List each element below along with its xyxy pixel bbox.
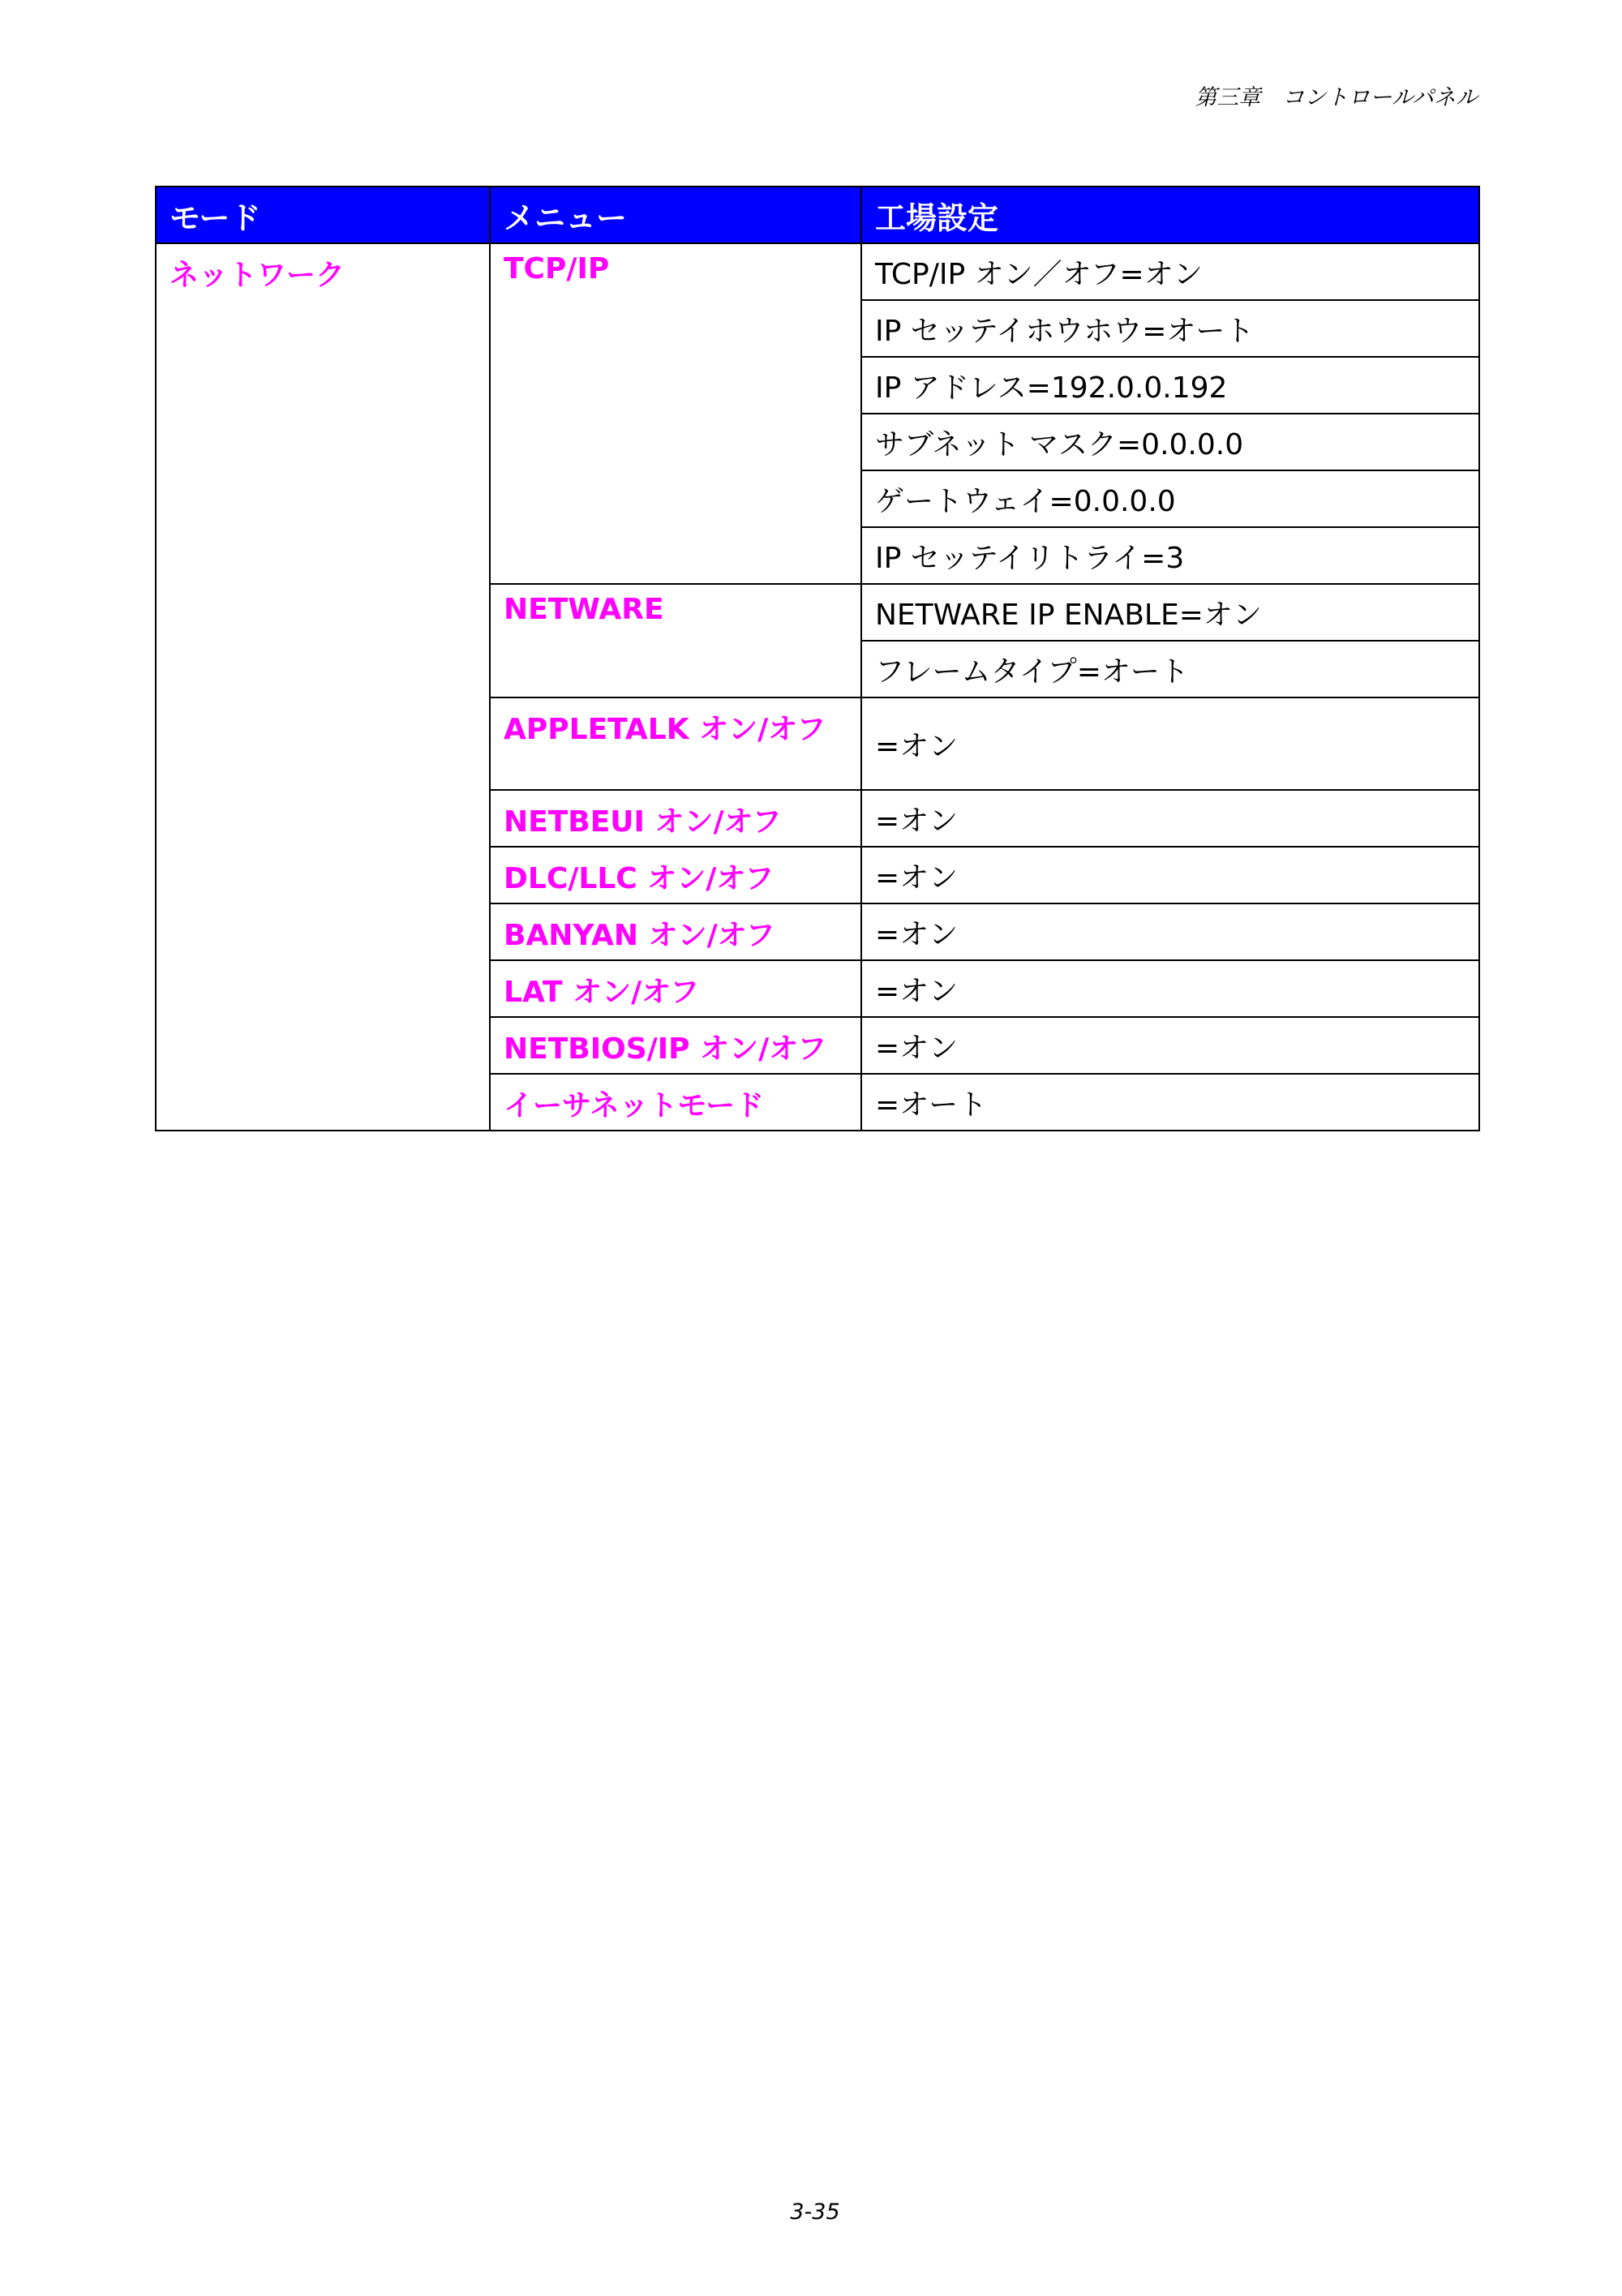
factory-setting-cell: IP アドレス=192.0.0.192 bbox=[861, 357, 1479, 414]
factory-setting-cell: =オン bbox=[861, 697, 1479, 790]
factory-setting-cell: =オン bbox=[861, 790, 1479, 847]
factory-setting-cell: =オン bbox=[861, 903, 1479, 960]
column-header-mode: モード bbox=[156, 187, 490, 243]
table-header-row bbox=[156, 187, 1479, 243]
factory-setting-cell: フレームタイプ=オート bbox=[861, 641, 1479, 697]
menu-cell-netware: NETWARE bbox=[490, 584, 861, 697]
column-header-menu: メニュー bbox=[490, 187, 861, 243]
factory-setting-cell: IP セッテイリトライ=3 bbox=[861, 527, 1479, 584]
factory-setting-cell: ゲートウェイ=0.0.0.0 bbox=[861, 470, 1479, 527]
mode-cell-network: ネットワーク bbox=[156, 243, 490, 1131]
menu-cell-appletalk: APPLETALK オン/オフ bbox=[490, 697, 861, 790]
page-number: 3-35 bbox=[790, 2199, 840, 2225]
factory-setting-cell: TCP/IP オン／オフ=オン bbox=[861, 243, 1479, 300]
factory-setting-cell: =オン bbox=[861, 960, 1479, 1017]
factory-setting-cell: サブネット マスク=0.0.0.0 bbox=[861, 414, 1479, 470]
factory-setting-cell: NETWARE IP ENABLE=オン bbox=[861, 584, 1479, 641]
network-settings-table bbox=[155, 186, 1480, 1131]
column-header-factory-setting: 工場設定 bbox=[861, 187, 1479, 243]
menu-cell-ethernet-mode: イーサネットモード bbox=[490, 1074, 861, 1131]
menu-cell-lat: LAT オン/オフ bbox=[490, 960, 861, 1017]
menu-cell-netbeui: NETBEUI オン/オフ bbox=[490, 790, 861, 847]
menu-cell-dlc-llc: DLC/LLC オン/オフ bbox=[490, 847, 861, 903]
menu-cell-banyan: BANYAN オン/オフ bbox=[490, 903, 861, 960]
factory-setting-cell: IP セッテイホウホウ=オート bbox=[861, 300, 1479, 357]
menu-cell-tcpip: TCP/IP bbox=[490, 243, 861, 584]
factory-setting-cell: =オート bbox=[861, 1074, 1479, 1131]
table-row bbox=[156, 243, 1479, 300]
factory-setting-cell: =オン bbox=[861, 1017, 1479, 1074]
factory-setting-cell: =オン bbox=[861, 847, 1479, 903]
menu-cell-netbios-ip: NETBIOS/IP オン/オフ bbox=[490, 1017, 861, 1074]
running-header: 第三章 コントロールパネル bbox=[1195, 85, 1478, 110]
